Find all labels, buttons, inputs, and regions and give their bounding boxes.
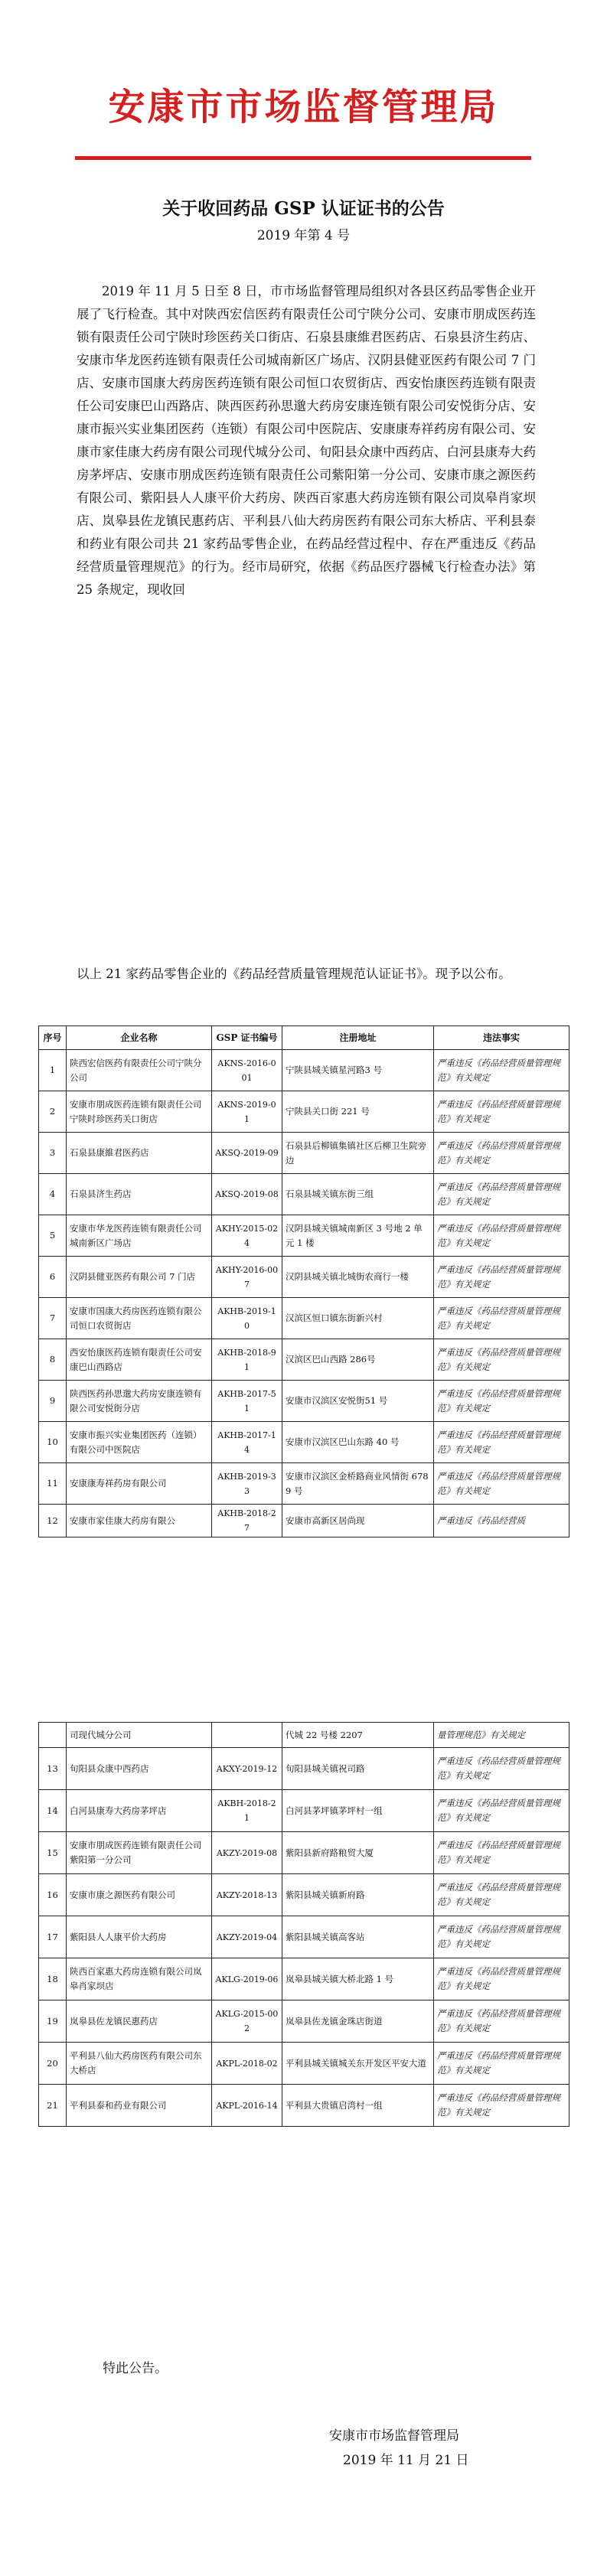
cell-no: 16 <box>39 1874 67 1916</box>
cell-name: 石泉县康維君医药店 <box>67 1133 212 1174</box>
cell-code <box>212 1723 282 1748</box>
cell-violation: 严重违反《药品经营质量管理规范》有关规定 <box>434 1790 569 1832</box>
cell-violation: 严重违反《药品经营质量管理规范》有关规定 <box>434 1381 569 1422</box>
cell-violation: 严重违反《药品经营质量管理规范》有关规定 <box>434 2043 569 2085</box>
cell-code: AKZY-2019-04 <box>212 1916 282 1958</box>
cell-code: AKHB-2018-91 <box>212 1339 282 1381</box>
cell-no: 8 <box>39 1339 67 1381</box>
header-no: 序号 <box>39 1026 67 1050</box>
cell-code: AKSQ-2019-08 <box>212 1174 282 1215</box>
table-row <box>39 1790 569 1832</box>
cell-code: AKHB-2019-10 <box>212 1298 282 1339</box>
cell-name: 司现代城分公司 <box>67 1723 212 1748</box>
table-row <box>39 1748 569 1790</box>
cell-name: 平利县泰和药业有限公司 <box>67 2085 212 2127</box>
cell-name: 安康市华龙医药连锁有限责任公司城南新区广场店 <box>67 1215 212 1257</box>
cell-no: 4 <box>39 1174 67 1215</box>
cell-name: 安康市振兴实业集团医药（连锁）有限公司中医院店 <box>67 1422 212 1463</box>
cell-name: 平利县八仙大药房医药有限公司东大桥店 <box>67 2043 212 2085</box>
cell-violation: 严重违反《药品经营质量管理规范》有关规定 <box>434 1133 569 1174</box>
cell-code: AKHY-2016-007 <box>212 1257 282 1298</box>
org-masthead-title: 安康市市场监督管理局 <box>108 86 499 129</box>
revoked-certificates-table-part2 <box>38 1722 569 2127</box>
cell-violation: 严重违反《药品经营质量管理规范》有关规定 <box>434 1215 569 1257</box>
cell-name: 安康市康之源医药有限公司 <box>67 1874 212 1916</box>
cell-address: 石泉县后柳镇集镇社区后柳卫生院旁边 <box>282 1133 434 1174</box>
table-row <box>39 1174 569 1215</box>
cell-name: 安康康寿祥药房有限公司 <box>67 1463 212 1505</box>
cell-address: 平利县大贵镇启湾村一组 <box>282 2085 434 2127</box>
cell-name: 陕西宏信医药有限责任公司宁陕分公司 <box>67 1050 212 1091</box>
cell-violation: 严重违反《药品经营质量管理规范》有关规定 <box>434 2085 569 2127</box>
revoked-certificates-table-part1 <box>38 1026 569 1537</box>
cell-no: 7 <box>39 1298 67 1339</box>
cell-code: AKNS-2019-01 <box>212 1091 282 1133</box>
cell-address: 宁陕县关口街 221 号 <box>282 1091 434 1133</box>
cell-address: 紫阳县城关镇高客站 <box>282 1916 434 1958</box>
cell-violation: 严重违反《药品经营质量管理规范》有关规定 <box>434 1091 569 1133</box>
header-violation: 违法事实 <box>434 1026 569 1050</box>
cell-address: 安康市汉滨区巴山东路 40 号 <box>282 1422 434 1463</box>
table-row <box>39 1133 569 1174</box>
cell-no: 14 <box>39 1790 67 1832</box>
table-row <box>39 1505 569 1537</box>
cell-address: 平利县城关镇城关东开发区平安大道 <box>282 2043 434 2085</box>
cell-violation: 严重违反《药品经营质量管理规范》有关规定 <box>434 1832 569 1874</box>
cell-name: 汉阴县健亚医药有限公司 7 门店 <box>67 1257 212 1298</box>
table-row <box>39 1463 569 1505</box>
notice-continuation-paragraph: 以上 21 家药品零售企业的《药品经营质量管理规范认证证书》。现予以公布。 <box>77 967 511 981</box>
cell-code: AKHB-2018-27 <box>212 1505 282 1537</box>
cell-code: AKHB-2017-14 <box>212 1422 282 1463</box>
cell-name: 紫阳县人人康平价大药房 <box>67 1916 212 1958</box>
masthead <box>0 84 607 130</box>
table-row <box>39 2043 569 2085</box>
cell-name: 白河县康寿大药房茅坪店 <box>67 1790 212 1832</box>
cell-address: 汉滨区巴山西路 286号 <box>282 1339 434 1381</box>
closing-remark: 特此公告。 <box>103 2361 168 2376</box>
cell-address: 安康市汉滨区金桥路商业风情街 6789 号 <box>282 1463 434 1505</box>
cell-violation: 严重违反《药品经营质量管理规范》有关规定 <box>434 1958 569 2000</box>
cell-address: 安康市汉滨区安悦街51 号 <box>282 1381 434 1422</box>
cell-name: 陕西医药孙思邈大药房安康连锁有限公司安悦街分店 <box>67 1381 212 1422</box>
cell-code: AKZY-2019-08 <box>212 1832 282 1874</box>
cell-no: 17 <box>39 1916 67 1958</box>
cell-violation: 量管理规范》有关规定 <box>434 1723 569 1748</box>
header-name: 企业名称 <box>67 1026 212 1050</box>
cell-address: 代城 22 号楼 2207 <box>282 1723 434 1748</box>
table-row <box>39 1958 569 2000</box>
notice-body-paragraph: 2019 年 11 月 5 日至 8 日，市市场监督管理局组织对各县区药品零售企业开展了飞行检查。其中对陕西宏信医药有限责任公司宁陕分公司、安康市朋成医药连锁有限责任公司宁陕时珍医药关口街店、石泉县康維君医药店、石泉县济生药店、安康市华龙医药连锁有限责任公司城南新区广场店、汉阴县健亚医药有限公司 7 门店、安康市国康大药房医药连锁有限公司恒口农贸街店、西安怡康医药连锁有限责任公司安康巴山西路店、陕西医药孙思邈大药房安康连锁有限公司安悦街分店、安康市振兴实业集团医药（连锁）有限公司中医院店、安康康寿祥药房有限公司、安康市家佳康大药房有限公司现代城分公司、旬阳县众康中西药店、白河县康寿大药房茅坪店、安康市朋成医药连锁有限责任公司紫阳第一分公司、安康市康之源医药有限公司、紫阳县人人康平价大药房、陕西百家惠大药房连锁有限公司岚皋肖家坝店、岚皋县佐龙镇民惠药店、平利县八仙大药房医药有限公司东大桥店、平利县泰和药业有限公司共 21 家药品零售企业，在药品经营过程中、存在严重违反《药品经营质量管理规范》的行为。经市局研究，依据《药品医疗器械飞行检查办法》第 25 条规定，现收回 <box>77 284 536 597</box>
cell-violation: 严重违反《药品经营质量管理规范》有关规定 <box>434 1874 569 1916</box>
cell-violation: 严重违反《药品经营质量管理规范》有关规定 <box>434 2000 569 2043</box>
cell-name: 安康市朋成医药连锁有限责任公司宁陕时珍医药关口街店 <box>67 1091 212 1133</box>
header-address: 注册地址 <box>282 1026 434 1050</box>
cell-no: 5 <box>39 1215 67 1257</box>
table-row <box>39 1091 569 1133</box>
cell-address: 汉滨区恒口镇东街新兴村 <box>282 1298 434 1339</box>
cell-address: 汉阴县城关镇城南新区 3 号地 2 单元 1 楼 <box>282 1215 434 1257</box>
cell-no: 18 <box>39 1958 67 2000</box>
cell-code: AKHY-2015-024 <box>212 1215 282 1257</box>
cell-violation: 严重违反《药品经营质量管理规范》有关规定 <box>434 1174 569 1215</box>
cell-violation: 严重违反《药品经营质量管理规范》有关规定 <box>434 1463 569 1505</box>
table-row <box>39 1874 569 1916</box>
table-row <box>39 1723 569 1748</box>
cell-violation: 严重违反《药品经营质量管理规范》有关规定 <box>434 1339 569 1381</box>
cell-violation: 严重违反《药品经营质量管理规范》有关规定 <box>434 1257 569 1298</box>
cell-code: AKXY-2019-12 <box>212 1748 282 1790</box>
cell-code: AKNS-2016-001 <box>212 1050 282 1091</box>
notice-number: 2019 年第 4 号 <box>256 228 351 243</box>
table-row <box>39 2000 569 2043</box>
cell-violation: 严重违反《药品经营质 <box>434 1505 569 1537</box>
notice-title: 关于收回药品 GSP 认证证书的公告 <box>162 198 445 219</box>
cell-violation: 严重违反《药品经营质量管理规范》有关规定 <box>434 1422 569 1463</box>
cell-no: 2 <box>39 1091 67 1133</box>
cell-no: 19 <box>39 2000 67 2043</box>
signature-org: 安康市市场监督管理局 <box>329 2428 459 2444</box>
cell-no: 10 <box>39 1422 67 1463</box>
cell-name: 旬阳县众康中西药店 <box>67 1748 212 1790</box>
table-row <box>39 1215 569 1257</box>
cell-code: AKPL-2018-02 <box>212 2043 282 2085</box>
cell-no <box>39 1723 67 1748</box>
table-row <box>39 1916 569 1958</box>
cell-address: 石泉县城关镇东街三组 <box>282 1174 434 1215</box>
cell-address: 旬阳县城关镇祝司路 <box>282 1748 434 1790</box>
cell-code: AKHB-2017-51 <box>212 1381 282 1422</box>
cell-violation: 严重违反《药品经营质量管理规范》有关规定 <box>434 1050 569 1091</box>
cell-address: 宁陕县城关镇星河路3 号 <box>282 1050 434 1091</box>
cell-no: 12 <box>39 1505 67 1537</box>
cell-name: 石泉县济生药店 <box>67 1174 212 1215</box>
cell-code: AKLG-2015-002 <box>212 2000 282 2043</box>
cell-address: 岚皋县城关镇大桥北路 1 号 <box>282 1958 434 2000</box>
cell-violation: 严重违反《药品经营质量管理规范》有关规定 <box>434 1748 569 1790</box>
cell-address: 岚皋县佐龙镇金珠店街道 <box>282 2000 434 2043</box>
cell-name: 陕西百家惠大药房连锁有限公司岚皋肖家坝店 <box>67 1958 212 2000</box>
signature-date: 2019 年 11 月 21 日 <box>343 2453 469 2468</box>
cell-name: 岚皋县佐龙镇民惠药店 <box>67 2000 212 2043</box>
table-row <box>39 1257 569 1298</box>
cell-no: 9 <box>39 1381 67 1422</box>
cell-address: 紫阳县新府路粮贸大厦 <box>282 1832 434 1874</box>
header-code: GSP 证书编号 <box>212 1026 282 1050</box>
cell-no: 3 <box>39 1133 67 1174</box>
cell-name: 安康市朋成医药连锁有限责任公司紫阳第一分公司 <box>67 1832 212 1874</box>
cell-name: 西安怡康医药连锁有限责任公司安康巴山西路店 <box>67 1339 212 1381</box>
cell-no: 13 <box>39 1748 67 1790</box>
cell-name: 安康市国康大药房医药连锁有限公司恒口农贸街店 <box>67 1298 212 1339</box>
cell-violation: 严重违反《药品经营质量管理规范》有关规定 <box>434 1916 569 1958</box>
table-row <box>39 1422 569 1463</box>
cell-no: 21 <box>39 2085 67 2127</box>
cell-no: 11 <box>39 1463 67 1505</box>
cell-no: 1 <box>39 1050 67 1091</box>
table-row <box>39 1381 569 1422</box>
cell-violation: 严重违反《药品经营质量管理规范》有关规定 <box>434 1298 569 1339</box>
cell-address: 紫阳县城关镇新府路 <box>282 1874 434 1916</box>
cell-code: AKSQ-2019-09 <box>212 1133 282 1174</box>
table-row <box>39 1050 569 1091</box>
cell-address: 汉阴县城关镇北城街农商行一楼 <box>282 1257 434 1298</box>
cell-no: 15 <box>39 1832 67 1874</box>
cell-address: 白河县茅坪镇茅坪村一组 <box>282 1790 434 1832</box>
red-divider-rule <box>75 156 531 160</box>
cell-code: AKHB-2019-33 <box>212 1463 282 1505</box>
cell-code: AKPL-2016-14 <box>212 2085 282 2127</box>
cell-code: AKBH-2018-21 <box>212 1790 282 1832</box>
cell-name: 安康市家佳康大药房有限公 <box>67 1505 212 1537</box>
cell-code: AKZY-2018-13 <box>212 1874 282 1916</box>
table-row <box>39 1832 569 1874</box>
table-row <box>39 2085 569 2127</box>
table-row <box>39 1339 569 1381</box>
table-row <box>39 1298 569 1339</box>
cell-no: 20 <box>39 2043 67 2085</box>
cell-code: AKLG-2019-06 <box>212 1958 282 2000</box>
cell-address: 安康市高新区居尚现 <box>282 1505 434 1537</box>
cell-no: 6 <box>39 1257 67 1298</box>
table-header-row <box>39 1026 569 1050</box>
